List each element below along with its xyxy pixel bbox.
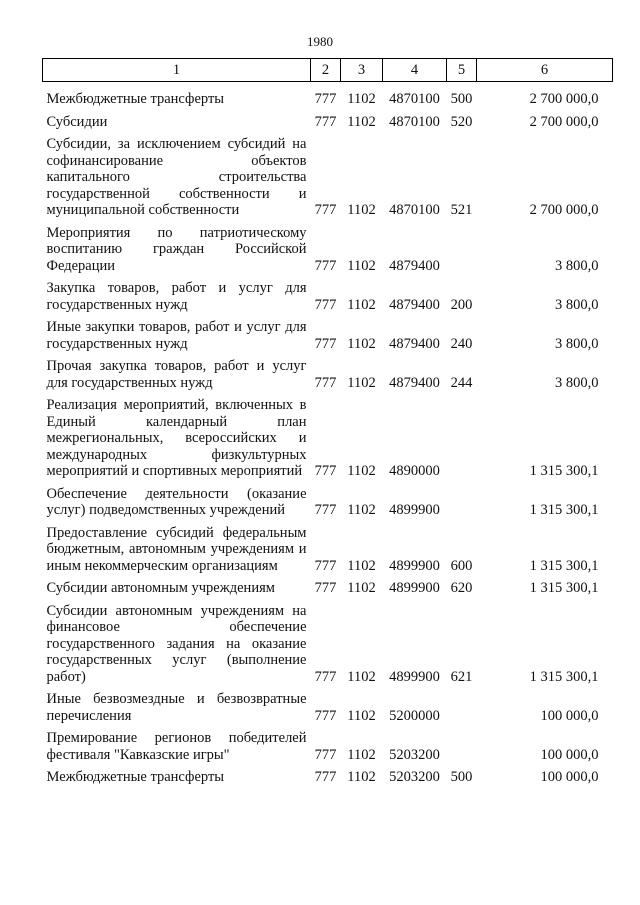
row-code-3: 1102 [347, 374, 376, 391]
row-description: Реализация мероприятий, включенных в Единый календарный план межрегиональных, всероссийских и международных физкультурных мероприятий и спортивных мероприятий [46, 397, 307, 479]
row-code-4: 4890000 [389, 463, 440, 479]
row-code-4: 4870100 [389, 91, 440, 107]
row-code-2: 777 [314, 580, 337, 596]
row-code-3: 1102 [347, 557, 376, 574]
row-code-5: 621 [450, 668, 473, 685]
row-code-2: 777 [314, 746, 337, 763]
table-header [43, 59, 613, 82]
row-code-2: 777 [314, 374, 337, 391]
row-amount: 3 800,0 [555, 374, 599, 391]
table-row [43, 136, 613, 225]
row-description: Межбюджетные трансферты [46, 769, 225, 785]
row-description: Межбюджетные трансферты [46, 91, 225, 107]
header-cell-3: 3 [341, 59, 383, 82]
row-code-4: 4870100 [389, 113, 440, 130]
row-code-4: 4899900 [389, 668, 440, 685]
header-cell-5: 5 [447, 59, 477, 82]
row-code-3: 1102 [347, 668, 376, 685]
row-code-2: 777 [314, 91, 337, 107]
row-code-4: 4879400 [389, 374, 440, 391]
row-code-5: 500 [450, 769, 473, 785]
row-amount: 2 700 000,0 [529, 113, 599, 130]
row-description: Обеспечение деятельности (оказание услуг) подведомственных учреждений [46, 485, 307, 518]
row-code-3: 1102 [347, 707, 376, 724]
row-code-5: 240 [450, 335, 473, 352]
row-code-3: 1102 [347, 746, 376, 763]
row-code-3: 1102 [347, 257, 376, 274]
row-code-2: 777 [314, 463, 337, 479]
row-code-2: 777 [314, 707, 337, 724]
table-row [43, 769, 613, 792]
row-code-5 [447, 225, 477, 281]
row-code-3: 1102 [347, 113, 376, 130]
header-cell-2: 2 [311, 59, 341, 82]
row-description: Субсидии [46, 113, 108, 130]
row-description: Предоставление субсидий федеральным бюджетным, автономным учреждениям и иным некоммерческим организациям [46, 524, 307, 574]
row-amount: 1 315 300,1 [529, 580, 599, 596]
row-amount: 2 700 000,0 [529, 202, 599, 218]
row-amount: 100 000,0 [540, 707, 599, 724]
row-amount: 3 800,0 [555, 335, 599, 352]
page-number: 1980 [307, 34, 333, 49]
row-code-4: 4899900 [389, 502, 440, 518]
row-description: Иные безвозмездные и безвозвратные перечисления [46, 691, 307, 724]
row-amount: 3 800,0 [555, 257, 599, 274]
row-code-5: 200 [450, 296, 473, 313]
row-code-2: 777 [314, 502, 337, 518]
row-code-2: 777 [314, 296, 337, 313]
budget-table [42, 58, 613, 792]
table-row [43, 603, 613, 692]
header-row [43, 59, 613, 82]
row-amount: 100 000,0 [540, 769, 599, 785]
table-row [43, 580, 613, 603]
table-row [43, 319, 613, 358]
table-row [43, 225, 613, 281]
table-row [43, 730, 613, 769]
row-code-5: 600 [450, 557, 473, 574]
row-code-2: 777 [314, 257, 337, 274]
header-cell-4: 4 [383, 59, 447, 82]
table-row [43, 525, 613, 581]
row-code-4: 5200000 [389, 707, 440, 724]
row-code-5: 521 [450, 202, 473, 218]
row-amount: 3 800,0 [555, 296, 599, 313]
row-code-5 [447, 691, 477, 730]
row-code-2: 777 [314, 202, 337, 218]
table-row [43, 486, 613, 525]
table-row [43, 691, 613, 730]
table-row [43, 82, 613, 114]
row-code-2: 777 [314, 113, 337, 130]
table-row [43, 280, 613, 319]
row-code-2: 777 [314, 769, 337, 785]
row-code-3: 1102 [347, 91, 376, 107]
row-code-3: 1102 [347, 502, 376, 518]
row-code-2: 777 [314, 668, 337, 685]
row-amount: 2 700 000,0 [529, 91, 599, 107]
row-code-5 [447, 730, 477, 769]
row-code-4: 4899900 [389, 580, 440, 596]
row-description: Закупка товаров, работ и услуг для государственных нужд [46, 280, 307, 313]
row-code-3: 1102 [347, 296, 376, 313]
row-amount: 100 000,0 [540, 746, 599, 763]
row-code-5 [447, 397, 477, 486]
row-code-2: 777 [314, 335, 337, 352]
row-code-4: 5203200 [389, 769, 440, 785]
header-cell-1: 1 [43, 59, 311, 82]
row-code-5: 620 [450, 580, 473, 596]
row-description: Субсидии автономным учреждениям на финансовое обеспечение государственного задания на оказание государственных услуг (выполнение работ) [46, 602, 307, 685]
row-description: Премирование регионов победителей фестиваля "Кавказские игры" [46, 730, 307, 763]
row-amount: 1 315 300,1 [529, 502, 599, 518]
row-code-5 [447, 486, 477, 525]
table-body [43, 82, 613, 792]
row-code-3: 1102 [347, 335, 376, 352]
row-description: Субсидии автономным учреждениям [46, 580, 275, 596]
row-amount: 1 315 300,1 [529, 557, 599, 574]
row-code-4: 5203200 [389, 746, 440, 763]
row-code-5: 244 [450, 374, 473, 391]
table-row [43, 114, 613, 137]
table-row [43, 358, 613, 397]
row-code-4: 4870100 [389, 202, 440, 218]
row-description: Иные закупки товаров, работ и услуг для государственных нужд [46, 319, 307, 352]
row-code-4: 4879400 [389, 335, 440, 352]
row-code-3: 1102 [347, 463, 376, 479]
row-description: Прочая закупка товаров, работ и услуг для государственных нужд [46, 358, 307, 391]
row-code-2: 777 [314, 557, 337, 574]
row-description: Мероприятия по патриотическому воспитанию граждан Российской Федерации [46, 224, 307, 274]
row-code-5: 520 [450, 113, 473, 130]
row-code-4: 4899900 [389, 557, 440, 574]
row-code-4: 4879400 [389, 257, 440, 274]
row-description: Субсидии, за исключением субсидий на софинансирование объектов капитального строительства государственной собственности и муниципальной собственности [46, 136, 307, 218]
table-row [43, 397, 613, 486]
row-code-3: 1102 [347, 580, 376, 596]
row-amount: 1 315 300,1 [529, 668, 599, 685]
row-code-3: 1102 [347, 202, 376, 218]
row-code-3: 1102 [347, 769, 376, 785]
row-code-4: 4879400 [389, 296, 440, 313]
row-code-5: 500 [450, 91, 473, 107]
header-cell-6: 6 [477, 59, 613, 82]
row-amount: 1 315 300,1 [529, 463, 599, 479]
